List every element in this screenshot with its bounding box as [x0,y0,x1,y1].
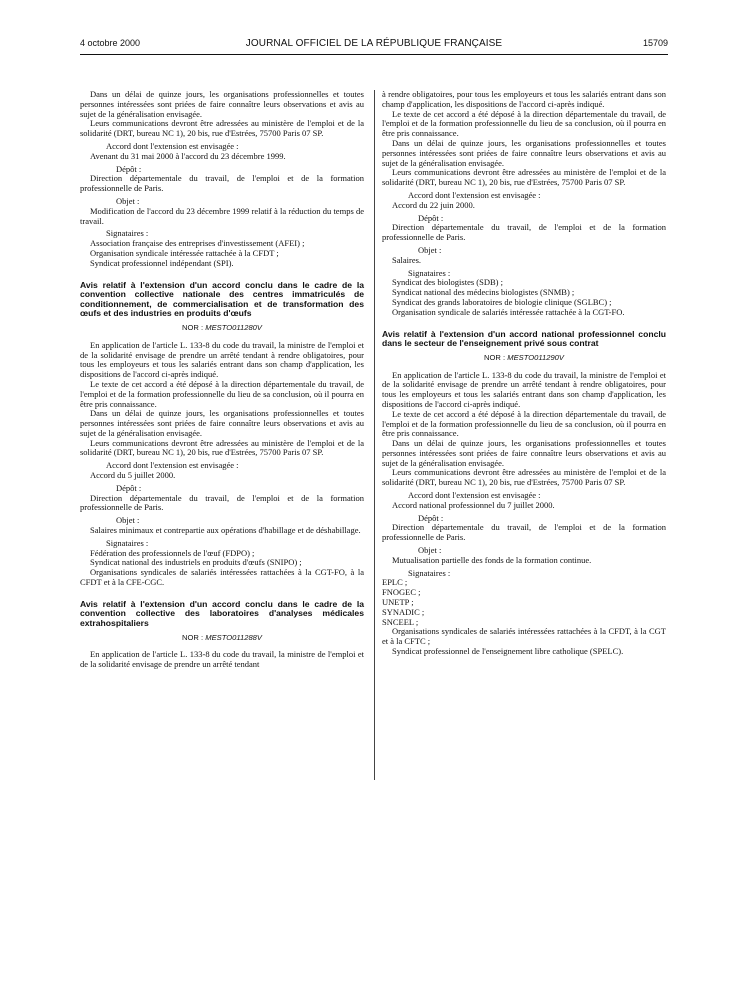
header-rule [80,54,668,55]
page-number: 15709 [642,38,668,48]
signataire: UNETP ; [382,597,414,608]
signataire: Organisations syndicales de salariés intéressées rattachées à la CGT-FO, à la CFDT et à la CFE-CGC. [80,567,364,588]
objet-label: Objet : [116,515,140,526]
accord-label: Accord dont l'extension est envisagée : [408,490,541,501]
nor-prefix: NOR : [182,632,204,642]
accord-value: Avenant du 31 mai 2000 à l'accord du 23 décembre 1999. [90,150,286,161]
header-date: 4 octobre 2000 [80,38,141,48]
accord-value: Accord du 5 juillet 2000. [90,470,176,481]
paragraph: Dans un délai de quinze jours, les organisations professionnelles et toutes personnes intéressées sont priées de faire connaître leurs observations et avis au sujet de la généralisation envisagée. [382,438,666,468]
paragraph: Leurs communications devront être adressées au ministère de l'emploi et de la solidarité (DRT, bureau NC 1), 20 bis, rue d'Estrées, 75700 Paris 07 SP. [80,437,364,458]
paragraph: Le texte de cet accord a été déposé à la direction départementale du travail, de l'emploi et de la formation professionnelle du lieu de sa conclusion, où il pourra en être pris connaissance. [80,378,364,409]
depot-value: Direction départementale du travail, de l'emploi et de la formation professionnelle de Paris. [382,522,666,543]
accord-label: Accord dont l'extension est envisagée : [106,460,239,471]
column-divider [374,90,375,780]
objet-label: Objet : [418,545,442,556]
paragraph: Leurs communications devront être adressées au ministère de l'emploi et de la solidarité (DRT, bureau NC 1), 20 bis, rue d'Estrées, 75700 Paris 07 SP. [382,167,666,188]
nor-prefix: NOR : [182,322,204,332]
signataire: Association française des entreprises d'investissement (AFEI) ; [90,238,305,249]
accord-value: Accord national professionnel du 7 juillet 2000. [392,499,555,510]
paragraph: En application de l'article L. 133-8 du code du travail, la ministre de l'emploi et de la solidarité envisage de prendre un arrêté tendant [80,649,364,670]
nor-code: MESTO011290V [507,352,564,362]
signataire: SYNADIC ; [382,606,425,617]
objet-value: Salaires. [392,254,422,265]
signataire: Organisations syndicales de salariés intéressées rattachées à la CFDT, à la CGT et à la CFTC ; [382,626,666,647]
nor-reference [80,323,364,333]
journal-title: JOURNAL OFFICIEL DE LA RÉPUBLIQUE FRANÇAISE [245,38,503,49]
signataire: Syndicat des biologistes (SDB) ; [392,277,503,288]
paragraph: Leurs communications devront être adressées au ministère de l'emploi et de la solidarité (DRT, bureau NC 1), 20 bis, rue d'Estrées, 75700 Paris 07 SP. [80,118,364,139]
paragraph: Dans un délai de quinze jours, les organisations professionnelles et toutes personnes intéressées sont priées de faire connaître leurs observations et avis au sujet de la généralisation envisagée. [382,137,666,168]
section-title: Avis relatif à l'extension d'un accord national professionnel conclu dans le secteur de l'enseignement privé sous contrat [382,328,666,349]
signataire: Syndicat professionnel indépendant (SPI). [90,257,234,268]
depot-value: Direction départementale du travail, de l'emploi et de la formation professionnelle de Paris. [80,492,364,513]
objet-value: Salaires minimaux et contrepartie aux opérations d'habillage et de déshabillage. [90,525,361,536]
left-column [80,90,364,670]
depot-label: Dépôt : [116,482,142,493]
right-column [382,90,666,657]
signataire: Syndicat national des industriels en produits d'œufs (SNIPO) ; [90,557,302,568]
objet-value: Modification de l'accord du 23 décembre 1999 relatif à la réduction du temps de travail. [80,205,364,226]
section-title: Avis relatif à l'extension d'un accord conclu dans le cadre de la convention collective nationale des centres immatriculés de conditionnement, de commercialisation et de transformation des œufs et des industries en produits d'œufs [80,279,364,319]
objet-label: Objet : [418,244,442,255]
nor-reference [382,353,666,363]
paragraph: Le texte de cet accord a été déposé à la direction départementale du travail, de l'emploi et de la formation professionnelle du lieu de sa conclusion, où il pourra en être pris connaissance. [382,408,666,439]
signataire: Syndicat professionnel de l'enseignement libre catholique (SPELC). [392,646,624,657]
signataire: Syndicat des grands laboratoires de biologie clinique (SGLBC) ; [392,296,612,307]
paragraph: Le texte de cet accord a été déposé à la direction départementale du travail, de l'emploi et de la formation professionnelle du lieu de sa conclusion, où il pourra en être pris connaissance. [382,108,666,139]
depot-label: Dépôt : [418,212,444,223]
signataire: FNOGEC ; [382,587,421,598]
signataire: SNCEEL ; [382,616,419,627]
paragraph: Dans un délai de quinze jours, les organisations professionnelles et toutes personnes intéressées sont priées de faire connaître leurs observations et avis au sujet de la généralisation envisagée. [80,89,364,119]
nor-code: MESTO011280V [205,322,262,332]
paragraph: à rendre obligatoires, pour tous les employeurs et tous les salariés entrant dans son champ d'application, les dispositions de l'accord ci-après indiqué. [382,89,666,109]
nor-reference [80,633,364,643]
depot-value: Direction départementale du travail, de l'emploi et de la formation professionnelle de Paris. [80,173,364,194]
paragraph: En application de l'article L. 133-8 du code du travail, la ministre de l'emploi et de la solidarité envisage de prendre un arrêté tendant à rendre obligatoires, pour tous les employeurs et tous les salariés entrant dans son champ d'application, les dispositions de l'accord ci-après indiqué. [80,339,364,380]
signataire: EPLC ; [382,577,408,588]
paragraph: Dans un délai de quinze jours, les organisations professionnelles et toutes personnes intéressées sont priées de faire connaître leurs observations et avis au sujet de la généralisation envisagée. [80,408,364,438]
signataire: Syndicat national des médecins biologistes (SNMB) ; [392,287,575,298]
signataire: Organisation syndicale intéressée rattachée à la CFDT ; [90,247,279,258]
signataires-label: Signataires : [106,228,149,239]
accord-label: Accord dont l'extension est envisagée : [106,140,239,151]
paragraph: Leurs communications devront être adressées au ministère de l'emploi et de la solidarité (DRT, bureau NC 1), 20 bis, rue d'Estrées, 75700 Paris 07 SP. [382,467,666,488]
signataires-label: Signataires : [106,537,149,548]
signataires-label: Signataires : [408,567,451,578]
nor-prefix: NOR : [484,352,506,362]
objet-value: Mutualisation partielle des fonds de la formation continue. [392,554,592,565]
accord-value: Accord du 22 juin 2000. [392,199,475,210]
depot-label: Dépôt : [418,512,444,523]
section-title: Avis relatif à l'extension d'un accord conclu dans le cadre de la convention collective des laboratoires d'analyses médicales extrahospitaliers [80,598,364,629]
page-header [80,38,668,52]
depot-value: Direction départementale du travail, de l'emploi et de la formation professionnelle de Paris. [382,222,666,243]
nor-code: MESTO011288V [205,632,262,642]
accord-label: Accord dont l'extension est envisagée : [408,189,541,200]
paragraph: En application de l'article L. 133-8 du code du travail, la ministre de l'emploi et de la solidarité envisage de prendre un arrêté tendant à rendre obligatoires, pour tous les employeurs et tous les salariés entrant dans son champ d'application, les dispositions de l'accord ci-après indiqué. [382,369,666,409]
objet-label: Objet : [116,195,140,206]
signataire: Organisation syndicale de salariés intéressée rattachée à la CGT-FO. [392,306,625,317]
signataires-label: Signataires : [408,267,451,278]
depot-label: Dépôt : [116,163,142,174]
signataire: Fédération des professionnels de l'œuf (FDPO) ; [90,547,255,558]
